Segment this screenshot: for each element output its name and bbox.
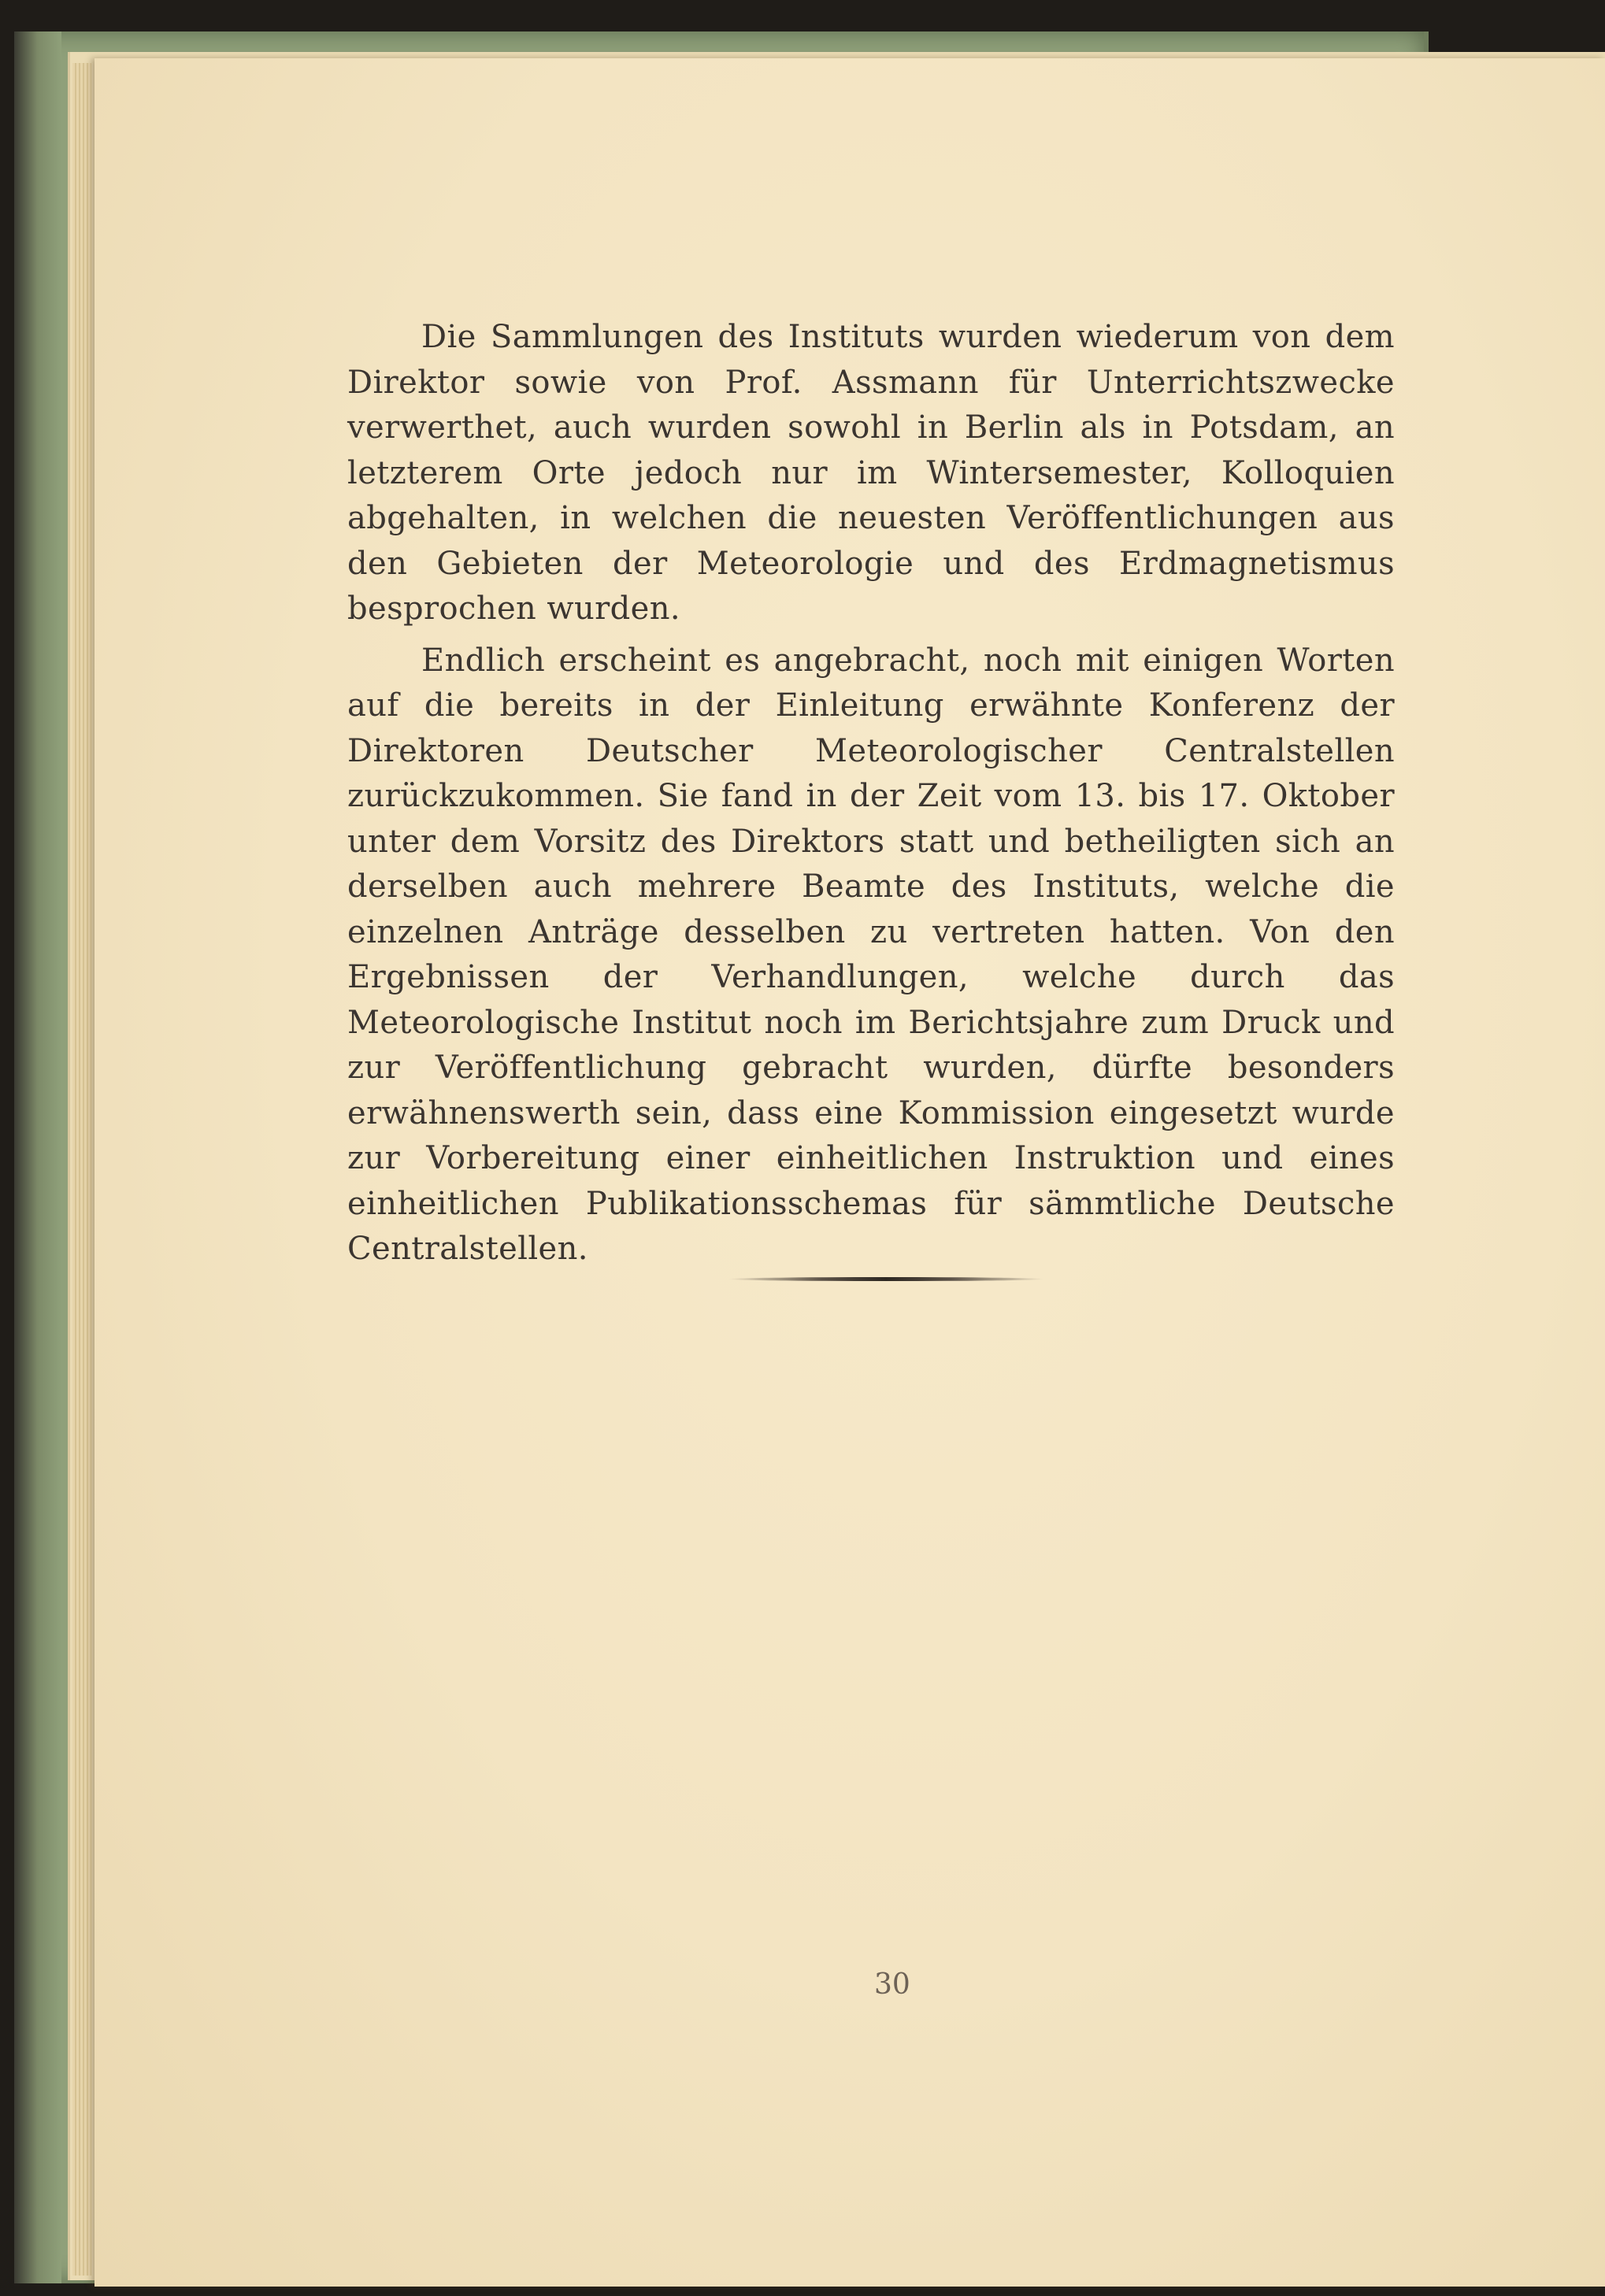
page-number: 30: [874, 1968, 910, 2001]
paragraph-collections: Die Sammlungen des Instituts wurden wiederum von dem Direktor sowie von Prof. Assmann für Unterrichtszwecke verwerthet, auch wurden sowohl in Berlin als in Potsdam, an letzterem Orte jedoch nur im Wintersemester, Kolloquien abgehalten, in welchen die neuesten Veröffentlichungen aus den Gebieten der Meteorologie und des Erdmagnetismus besprochen wurden.: [347, 319, 1395, 627]
paragraph-conference: Endlich erscheint es angebracht, noch mit einigen Worten auf die bereits in der Einleitung erwähnte Konferenz der Direktoren Deutscher Meteorologischer Centralstellen zurückzukommen. Sie fand in der Zeit vom 13. bis 17. Oktober unter dem Vorsitz des Direktors statt und betheiligten sich an derselben auch mehrere Beamte des Instituts, welche die einzelnen Anträge desselben zu vertreten hatten. Von den Ergebnissen der Verhandlungen, welche durch das Meteorologische Institut noch im Berichtsjahre zum Druck und zur Veröffentlichung gebracht wurden, dürfte besonders erwähnenswerth sein, dass eine Kommission eingesetzt wurde zur Vorbereitung einer einheitlichen Instruktion und eines einheitlichen Publikationsschemas für sämmtliche Deutsche Centralstellen.: [347, 642, 1395, 1267]
book-spine-edge: [14, 31, 61, 2283]
body-text: [347, 315, 1395, 1272]
section-end-rule: [728, 1277, 1043, 1281]
page-edges: [72, 63, 91, 2276]
